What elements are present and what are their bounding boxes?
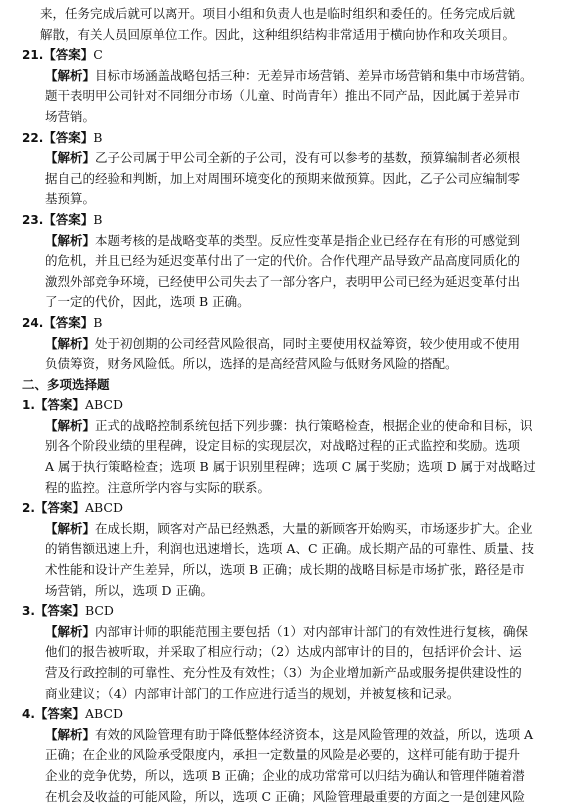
answer-line-m2 bbox=[22, 498, 554, 519]
analysis-tag: 【解析】 bbox=[45, 726, 96, 742]
answer-line-m3 bbox=[22, 601, 554, 622]
answer-tag: 【答案】 bbox=[43, 129, 94, 145]
analysis-line: A 属于执行策略检查；选项 B 属于识别里程碑；选项 C 属于奖励；选项 D 属于对战略过 bbox=[45, 459, 536, 475]
analysis-tag: 【解析】 bbox=[45, 417, 96, 433]
analysis-line: 【解析】目标市场涵盖战略包括三种：无差异市场营销、差异市场营销和集中市场营销。 bbox=[45, 67, 533, 83]
answer-value: ABCD bbox=[84, 397, 123, 413]
question-number: 21. bbox=[22, 48, 44, 63]
analysis-line: 场营销，所以，选项 D 正确。 bbox=[45, 582, 213, 598]
answer-value: ABCD bbox=[84, 500, 123, 516]
text-line: 来，任务完成后就可以离开。项目小组和负责人也是临时组织和委任的。任务完成后就 bbox=[40, 6, 516, 21]
text-line: 解散，有关人员回原单位工作。因此，这种组织结构非常适用于横向协作和攻关项目。 bbox=[40, 26, 516, 42]
section-title: 二、多项选择题 bbox=[22, 376, 110, 392]
analysis-line: 【解析】本题考核的是战略变革的类型。反应性变革是指企业已经存在有形的可感觉到 bbox=[45, 232, 521, 248]
analysis-line: 【解析】在成长期，顾客对产品已经熟悉，大量的新顾客开始购买，市场逐步扩大。企业 bbox=[45, 520, 533, 536]
analysis-line: 场营销。 bbox=[45, 108, 96, 124]
answer-value: C bbox=[93, 47, 103, 63]
answer-tag: 【答案】 bbox=[43, 47, 94, 63]
answer-line-23 bbox=[22, 210, 554, 231]
analysis-tag: 【解析】 bbox=[45, 520, 96, 536]
analysis-line: 激烈外部竞争环境，已经使甲公司失去了一部分客户，表明甲公司已经为延迟变革付出 bbox=[45, 273, 521, 289]
answer-tag: 【答案】 bbox=[43, 211, 94, 227]
answer-line-22 bbox=[22, 128, 554, 149]
question-number: 2. bbox=[22, 501, 35, 516]
analysis-line: 据自己的经验和判断，加上对周围环境变化的预期来做预算。因此，乙子公司应编制零 bbox=[45, 170, 521, 186]
answer-value: B bbox=[93, 211, 103, 227]
analysis-line: 【解析】有效的风险管理有助于降低整体经济资本，这是风险管理的效益，所以，选项 A bbox=[45, 726, 534, 742]
analysis-line: 【解析】处于初创期的公司经营风险很高，同时主要使用权益筹资，较少使用或不使用 bbox=[45, 335, 521, 351]
analysis-line: 【解析】乙子公司属于甲公司全新的子公司，没有可以参考的基数，预算编制者必须根 bbox=[45, 150, 521, 166]
question-number: 23. bbox=[22, 212, 44, 227]
analysis-tag: 【解析】 bbox=[45, 232, 96, 248]
analysis-line: 负债筹资，财务风险低。所以，选择的是高经营风险与低财务风险的搭配。 bbox=[45, 356, 458, 372]
analysis-tag: 【解析】 bbox=[45, 67, 96, 83]
analysis-line: 【解析】内部审计师的职能范围主要包括（1）对内部审计部门的有效性进行复核，确保 bbox=[45, 623, 528, 639]
analysis-line: 的危机，并且已经为延迟变革付出了一定的代价。合作代理产品导致产品高度同质化的 bbox=[45, 253, 521, 269]
analysis-line: 的销售额迅速上升，利润也迅速增长，选项 A、C 正确。成长期产品的可靠性、质量、技 bbox=[45, 541, 535, 557]
question-number: 3. bbox=[22, 604, 35, 619]
analysis-line: 在机会及收益的可能风险，所以，选项 C 正确；风险管理最重要的方面之一是创建风险 bbox=[45, 788, 526, 804]
analysis-line: 了一定的代价，因此，选项 B 正确。 bbox=[45, 294, 250, 310]
answer-line-m4 bbox=[22, 704, 554, 725]
answer-tag: 【答案】 bbox=[34, 603, 85, 619]
analysis-line: 程的监控。注意所学内容与实际的联系。 bbox=[45, 479, 271, 495]
analysis-line: 【解析】正式的战略控制系统包括下列步骤：执行策略检查，根据企业的使命和目标，识 bbox=[45, 417, 533, 433]
analysis-line: 他们的报告被听取，并采取了相应行动；（2）达成内部审计的目的，包括评价会计、运 bbox=[45, 644, 522, 660]
question-number: 22. bbox=[22, 130, 44, 145]
analysis-line: 商业建议；（4）内部审计部门的工作应进行适当的规划，并被复核和记录。 bbox=[45, 685, 460, 701]
analysis-tag: 【解析】 bbox=[45, 623, 96, 639]
analysis-line: 别各个阶段业绩的里程碑，设定目标的实现层次，对战略过程的正式监控和奖励。选项 bbox=[45, 438, 521, 454]
answer-line-21 bbox=[22, 45, 554, 66]
analysis-line: 营及行政控制的可靠性、充分性及有效性；（3）为企业增加新产品或服务提供建设性的 bbox=[45, 665, 522, 680]
answer-tag: 【答案】 bbox=[34, 706, 85, 722]
question-number: 4. bbox=[22, 707, 35, 722]
answer-value: BCD bbox=[84, 603, 114, 619]
answer-tag: 【答案】 bbox=[43, 314, 94, 330]
analysis-tag: 【解析】 bbox=[45, 150, 96, 166]
analysis-tag: 【解析】 bbox=[45, 335, 96, 351]
question-number: 1. bbox=[22, 398, 35, 413]
answer-value: ABCD bbox=[84, 706, 123, 722]
analysis-line: 基预算。 bbox=[45, 191, 96, 207]
analysis-line: 题干表明甲公司针对不同细分市场（儿童、时尚青年）推出不同产品，因此属于差异市 bbox=[45, 88, 521, 104]
analysis-line: 企业的竞争优势，所以，选项 B 正确；企业的成功常常可以归结为确认和管理伴随着潜 bbox=[45, 767, 525, 783]
analysis-line: 正确；在企业的风险承受限度内，承担一定数量的风险是必要的，这样可能有助于提升 bbox=[45, 747, 521, 763]
answer-line-24 bbox=[22, 313, 554, 334]
answer-value: B bbox=[93, 314, 103, 330]
answer-tag: 【答案】 bbox=[34, 500, 85, 516]
question-number: 24. bbox=[22, 315, 44, 330]
analysis-line: 术性能和设计产生差异，所以，选项 B 正确；成长期的战略目标是市场扩张，路径是市 bbox=[45, 562, 525, 578]
answer-tag: 【答案】 bbox=[34, 397, 85, 413]
answer-line-m1 bbox=[22, 395, 554, 416]
answer-value: B bbox=[93, 129, 103, 145]
